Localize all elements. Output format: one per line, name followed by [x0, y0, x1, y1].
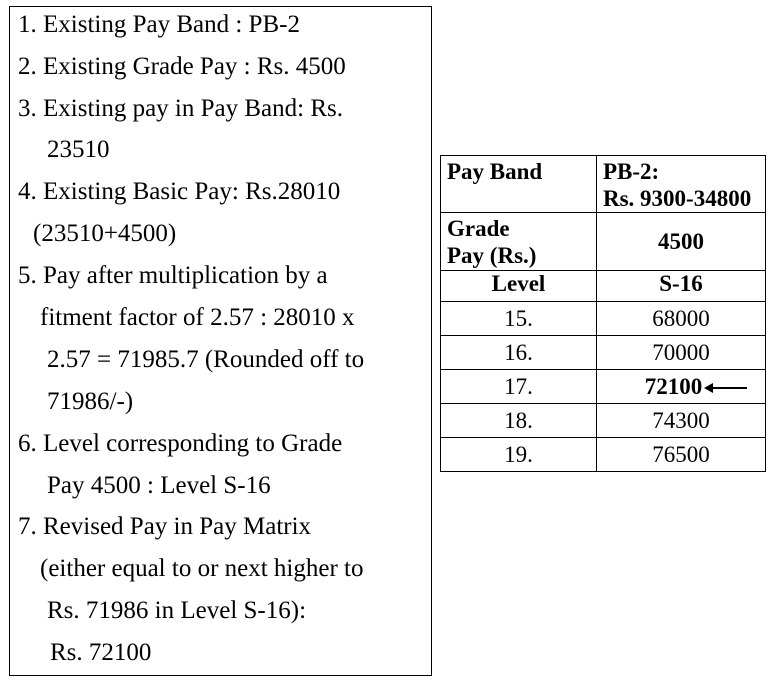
level-header-row [441, 271, 766, 302]
pay-band-value-line-1: PB-2: [603, 159, 660, 184]
arrow-left-icon [704, 383, 713, 393]
step-7-line-3: Rs. 71986 in Level S-16): [47, 597, 307, 624]
pay-matrix-table [440, 155, 766, 472]
step-3-line-2: 23510 [47, 136, 110, 163]
step-7-line-2: (either equal to or next higher to [40, 555, 364, 582]
step-3-line-1: 3. Existing pay in Pay Band: Rs. [18, 95, 343, 122]
row-level: 17. [441, 370, 597, 404]
row-level: 19. [441, 438, 597, 472]
table-row-highlighted [441, 370, 766, 404]
row-pay: 74300 [597, 404, 766, 438]
step-5-line-2: fitment factor of 2.57 : 28010 x [40, 304, 355, 331]
pay-band-value-line-2: Rs. 9300-34800 [603, 186, 752, 211]
level-label: Level [441, 271, 597, 302]
step-6-line-1: 6. Level corresponding to Grade [18, 430, 343, 457]
level-value: S-16 [597, 271, 766, 302]
table-row [441, 302, 766, 336]
step-2-line-1: 2. Existing Grade Pay : Rs. 4500 [18, 53, 346, 80]
arrow-shaft [713, 387, 747, 389]
grade-pay-label-line-2: Pay (Rs.) [447, 243, 537, 268]
row-level: 16. [441, 336, 597, 370]
pay-band-row [441, 156, 766, 213]
step-7-line-1: 7. Revised Pay in Pay Matrix [18, 513, 312, 540]
step-4-line-2: (23510+4500) [33, 220, 177, 247]
pay-band-value [597, 156, 766, 213]
row-pay: 76500 [597, 438, 766, 472]
step-5-line-3: 2.57 = 71985.7 (Rounded off to [47, 346, 365, 373]
row-level: 18. [441, 404, 597, 438]
grade-pay-label-line-1: Grade [447, 216, 510, 241]
step-1-line-1: 1. Existing Pay Band : PB-2 [18, 11, 300, 38]
grade-pay-row [441, 213, 766, 271]
row-pay: 68000 [597, 302, 766, 336]
table-row [441, 438, 766, 472]
row-pay-cell [597, 370, 766, 404]
step-7-line-4: Rs. 72100 [50, 639, 152, 666]
step-5-line-1: 5. Pay after multiplication by a [18, 262, 328, 289]
grade-pay-label [441, 213, 597, 271]
row-pay: 70000 [597, 336, 766, 370]
table-row [441, 404, 766, 438]
grade-pay-value: 4500 [597, 213, 766, 271]
table-row [441, 336, 766, 370]
row-level: 15. [441, 302, 597, 336]
pay-band-label: Pay Band [441, 156, 597, 213]
step-4-line-1: 4. Existing Basic Pay: Rs.28010 [18, 178, 341, 205]
step-5-line-4: 71986/-) [47, 388, 134, 415]
row-pay-highlighted: 72100 [644, 373, 703, 399]
step-6-line-2: Pay 4500 : Level S-16 [47, 472, 271, 499]
